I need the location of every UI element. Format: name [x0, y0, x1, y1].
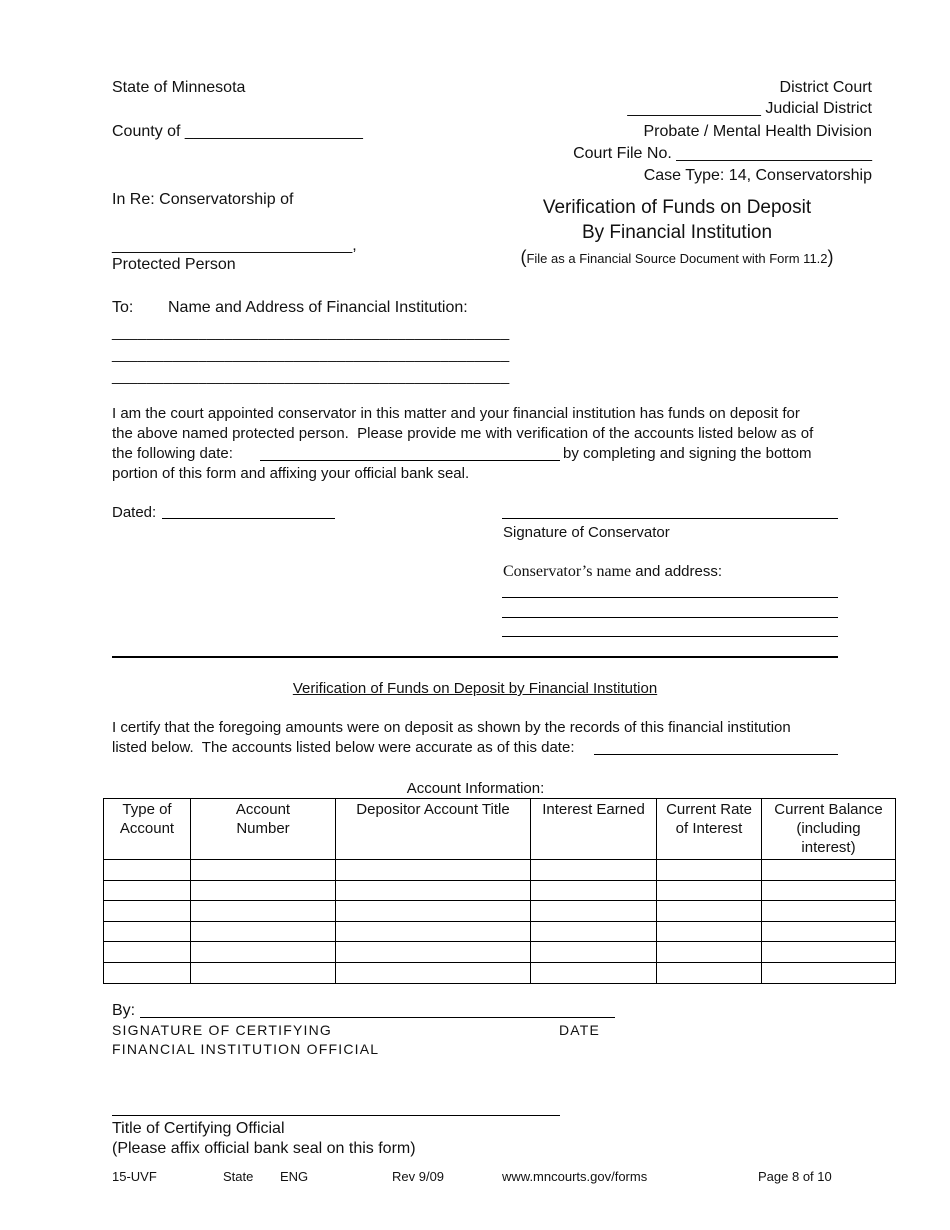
- table-row: [104, 921, 896, 942]
- conservator-address-line[interactable]: [502, 617, 838, 618]
- table-cell[interactable]: [191, 921, 336, 942]
- institution-address-line[interactable]: ______________________________________________: [112, 346, 510, 363]
- certifying-signature-label: SIGNATURE OF CERTIFYING: [112, 1022, 332, 1038]
- table-cell[interactable]: [762, 860, 896, 881]
- request-text-line2: the above named protected person. Please provide me with verification of the accounts listed below as of: [112, 425, 814, 442]
- dated-label: Dated:: [112, 504, 157, 521]
- footer-form-code: 15-UVF: [112, 1169, 157, 1184]
- request-text-line3b: by completing and signing the bottom: [563, 445, 812, 462]
- table-row: [104, 962, 896, 983]
- col-header-account-number: Account Number: [191, 799, 336, 860]
- table-row: [104, 860, 896, 881]
- paren-open: (: [520, 247, 527, 267]
- table-cell[interactable]: [336, 921, 531, 942]
- table-cell[interactable]: [104, 880, 191, 901]
- county-field[interactable]: County of ____________________: [112, 123, 363, 140]
- request-date-field[interactable]: [260, 460, 560, 461]
- verification-text-line1: I certify that the foregoing amounts were on deposit as shown by the records of this financial institution: [112, 719, 791, 736]
- official-title-label: Title of Certifying Official: [112, 1120, 285, 1137]
- table-row: [104, 942, 896, 963]
- court-label: District Court: [779, 79, 872, 96]
- table-cell[interactable]: [531, 942, 657, 963]
- by-label: By:: [112, 1002, 136, 1019]
- table-cell[interactable]: [657, 901, 762, 922]
- certifying-signature-line[interactable]: [140, 1017, 615, 1018]
- col-header-type-of-account: Type of Account: [104, 799, 191, 860]
- col-header-interest-earned: Interest Earned: [531, 799, 657, 860]
- footer-url[interactable]: www.mncourts.gov/forms: [502, 1169, 648, 1184]
- table-cell[interactable]: [762, 921, 896, 942]
- account-table-header: [104, 799, 896, 860]
- table-cell[interactable]: [104, 962, 191, 983]
- table-cell[interactable]: [531, 860, 657, 881]
- col-header-depositor-account-title: Depositor Account Title: [336, 799, 531, 860]
- certifying-date-label: DATE: [559, 1022, 601, 1038]
- table-cell[interactable]: [531, 880, 657, 901]
- section-divider: [112, 656, 838, 658]
- seal-note: (Please affix official bank seal on this form): [112, 1140, 416, 1157]
- judicial-district-field[interactable]: _______________ Judicial District: [627, 100, 872, 117]
- table-cell[interactable]: [191, 962, 336, 983]
- table-cell[interactable]: [104, 942, 191, 963]
- request-text-line4: portion of this form and affixing your official bank seal.: [112, 465, 470, 482]
- table-row: [104, 880, 896, 901]
- table-cell[interactable]: [104, 860, 191, 881]
- conservator-name-suffix: and address:: [631, 563, 723, 580]
- table-cell[interactable]: [657, 860, 762, 881]
- table-cell[interactable]: [657, 962, 762, 983]
- table-cell[interactable]: [762, 962, 896, 983]
- in-re-label: In Re: Conservatorship of: [112, 191, 294, 208]
- to-label: To:: [112, 299, 134, 316]
- footer-state: State: [223, 1169, 254, 1184]
- conservator-address-line[interactable]: [502, 636, 838, 637]
- form-title-line2: By Financial Institution: [581, 222, 773, 243]
- table-cell[interactable]: [657, 921, 762, 942]
- form-title-note: [477, 247, 877, 269]
- table-cell[interactable]: [531, 921, 657, 942]
- table-cell[interactable]: [762, 901, 896, 922]
- division-label: Probate / Mental Health Division: [643, 123, 872, 140]
- table-cell[interactable]: [191, 860, 336, 881]
- title-note-text: File as a Financial Source Document with Form 11.2: [526, 251, 828, 266]
- form-title-line1: Verification of Funds on Deposit: [542, 197, 812, 218]
- institution-address-line[interactable]: ______________________________________________: [112, 368, 510, 385]
- protected-person-name-field[interactable]: ___________________________,: [112, 237, 357, 254]
- verification-heading: Verification of Funds on Deposit by Financial Institution: [292, 680, 658, 697]
- conservator-address-line[interactable]: [502, 597, 838, 598]
- table-cell[interactable]: [531, 901, 657, 922]
- dated-field[interactable]: [162, 518, 335, 519]
- footer-revision: Rev 9/09: [392, 1169, 445, 1184]
- conservator-name-prefix: Conservator’s name: [503, 563, 632, 580]
- table-cell[interactable]: [191, 880, 336, 901]
- request-text-line3a: the following date:: [112, 445, 233, 462]
- table-cell[interactable]: [336, 860, 531, 881]
- table-row: [104, 901, 896, 922]
- table-cell[interactable]: [336, 962, 531, 983]
- paren-close: ): [827, 247, 834, 267]
- table-cell[interactable]: [531, 962, 657, 983]
- account-info-caption: Account Information:: [406, 780, 545, 797]
- state-label: State of Minnesota: [112, 79, 246, 96]
- official-title-line[interactable]: [112, 1115, 560, 1116]
- footer-language: ENG: [280, 1169, 309, 1184]
- table-cell[interactable]: [657, 942, 762, 963]
- case-type-label: Case Type: 14, Conservatorship: [643, 167, 872, 184]
- table-cell[interactable]: [191, 942, 336, 963]
- conservator-name-address-label: [503, 562, 722, 581]
- account-table-body: [104, 860, 896, 984]
- footer-page-number: Page 8 of 10: [758, 1169, 832, 1184]
- account-table: [103, 798, 896, 984]
- table-cell[interactable]: [104, 901, 191, 922]
- court-file-number-field[interactable]: Court File No. ______________________: [573, 145, 872, 162]
- verification-text-line2: listed below. The accounts listed below were accurate as of this date:: [112, 739, 575, 756]
- table-cell[interactable]: [336, 880, 531, 901]
- table-cell[interactable]: [191, 901, 336, 922]
- signature-of-conservator-label: Signature of Conservator: [503, 524, 670, 541]
- request-text-line1: I am the court appointed conservator in this matter and your financial institution has funds on deposit for: [112, 405, 800, 422]
- conservator-signature-line[interactable]: [502, 518, 838, 519]
- table-cell[interactable]: [657, 880, 762, 901]
- col-header-current-balance: Current Balance (including interest): [762, 799, 896, 860]
- institution-label: Name and Address of Financial Institution:: [168, 299, 468, 316]
- protected-person-label: Protected Person: [112, 256, 236, 273]
- table-cell[interactable]: [762, 880, 896, 901]
- institution-address-line[interactable]: ______________________________________________: [112, 324, 510, 341]
- table-cell[interactable]: [336, 901, 531, 922]
- col-header-current-rate: Current Rate of Interest: [657, 799, 762, 860]
- table-cell[interactable]: [762, 942, 896, 963]
- verification-date-field[interactable]: [594, 754, 838, 755]
- certifying-official-label: FINANCIAL INSTITUTION OFFICIAL: [112, 1041, 380, 1057]
- table-cell[interactable]: [104, 921, 191, 942]
- table-cell[interactable]: [336, 942, 531, 963]
